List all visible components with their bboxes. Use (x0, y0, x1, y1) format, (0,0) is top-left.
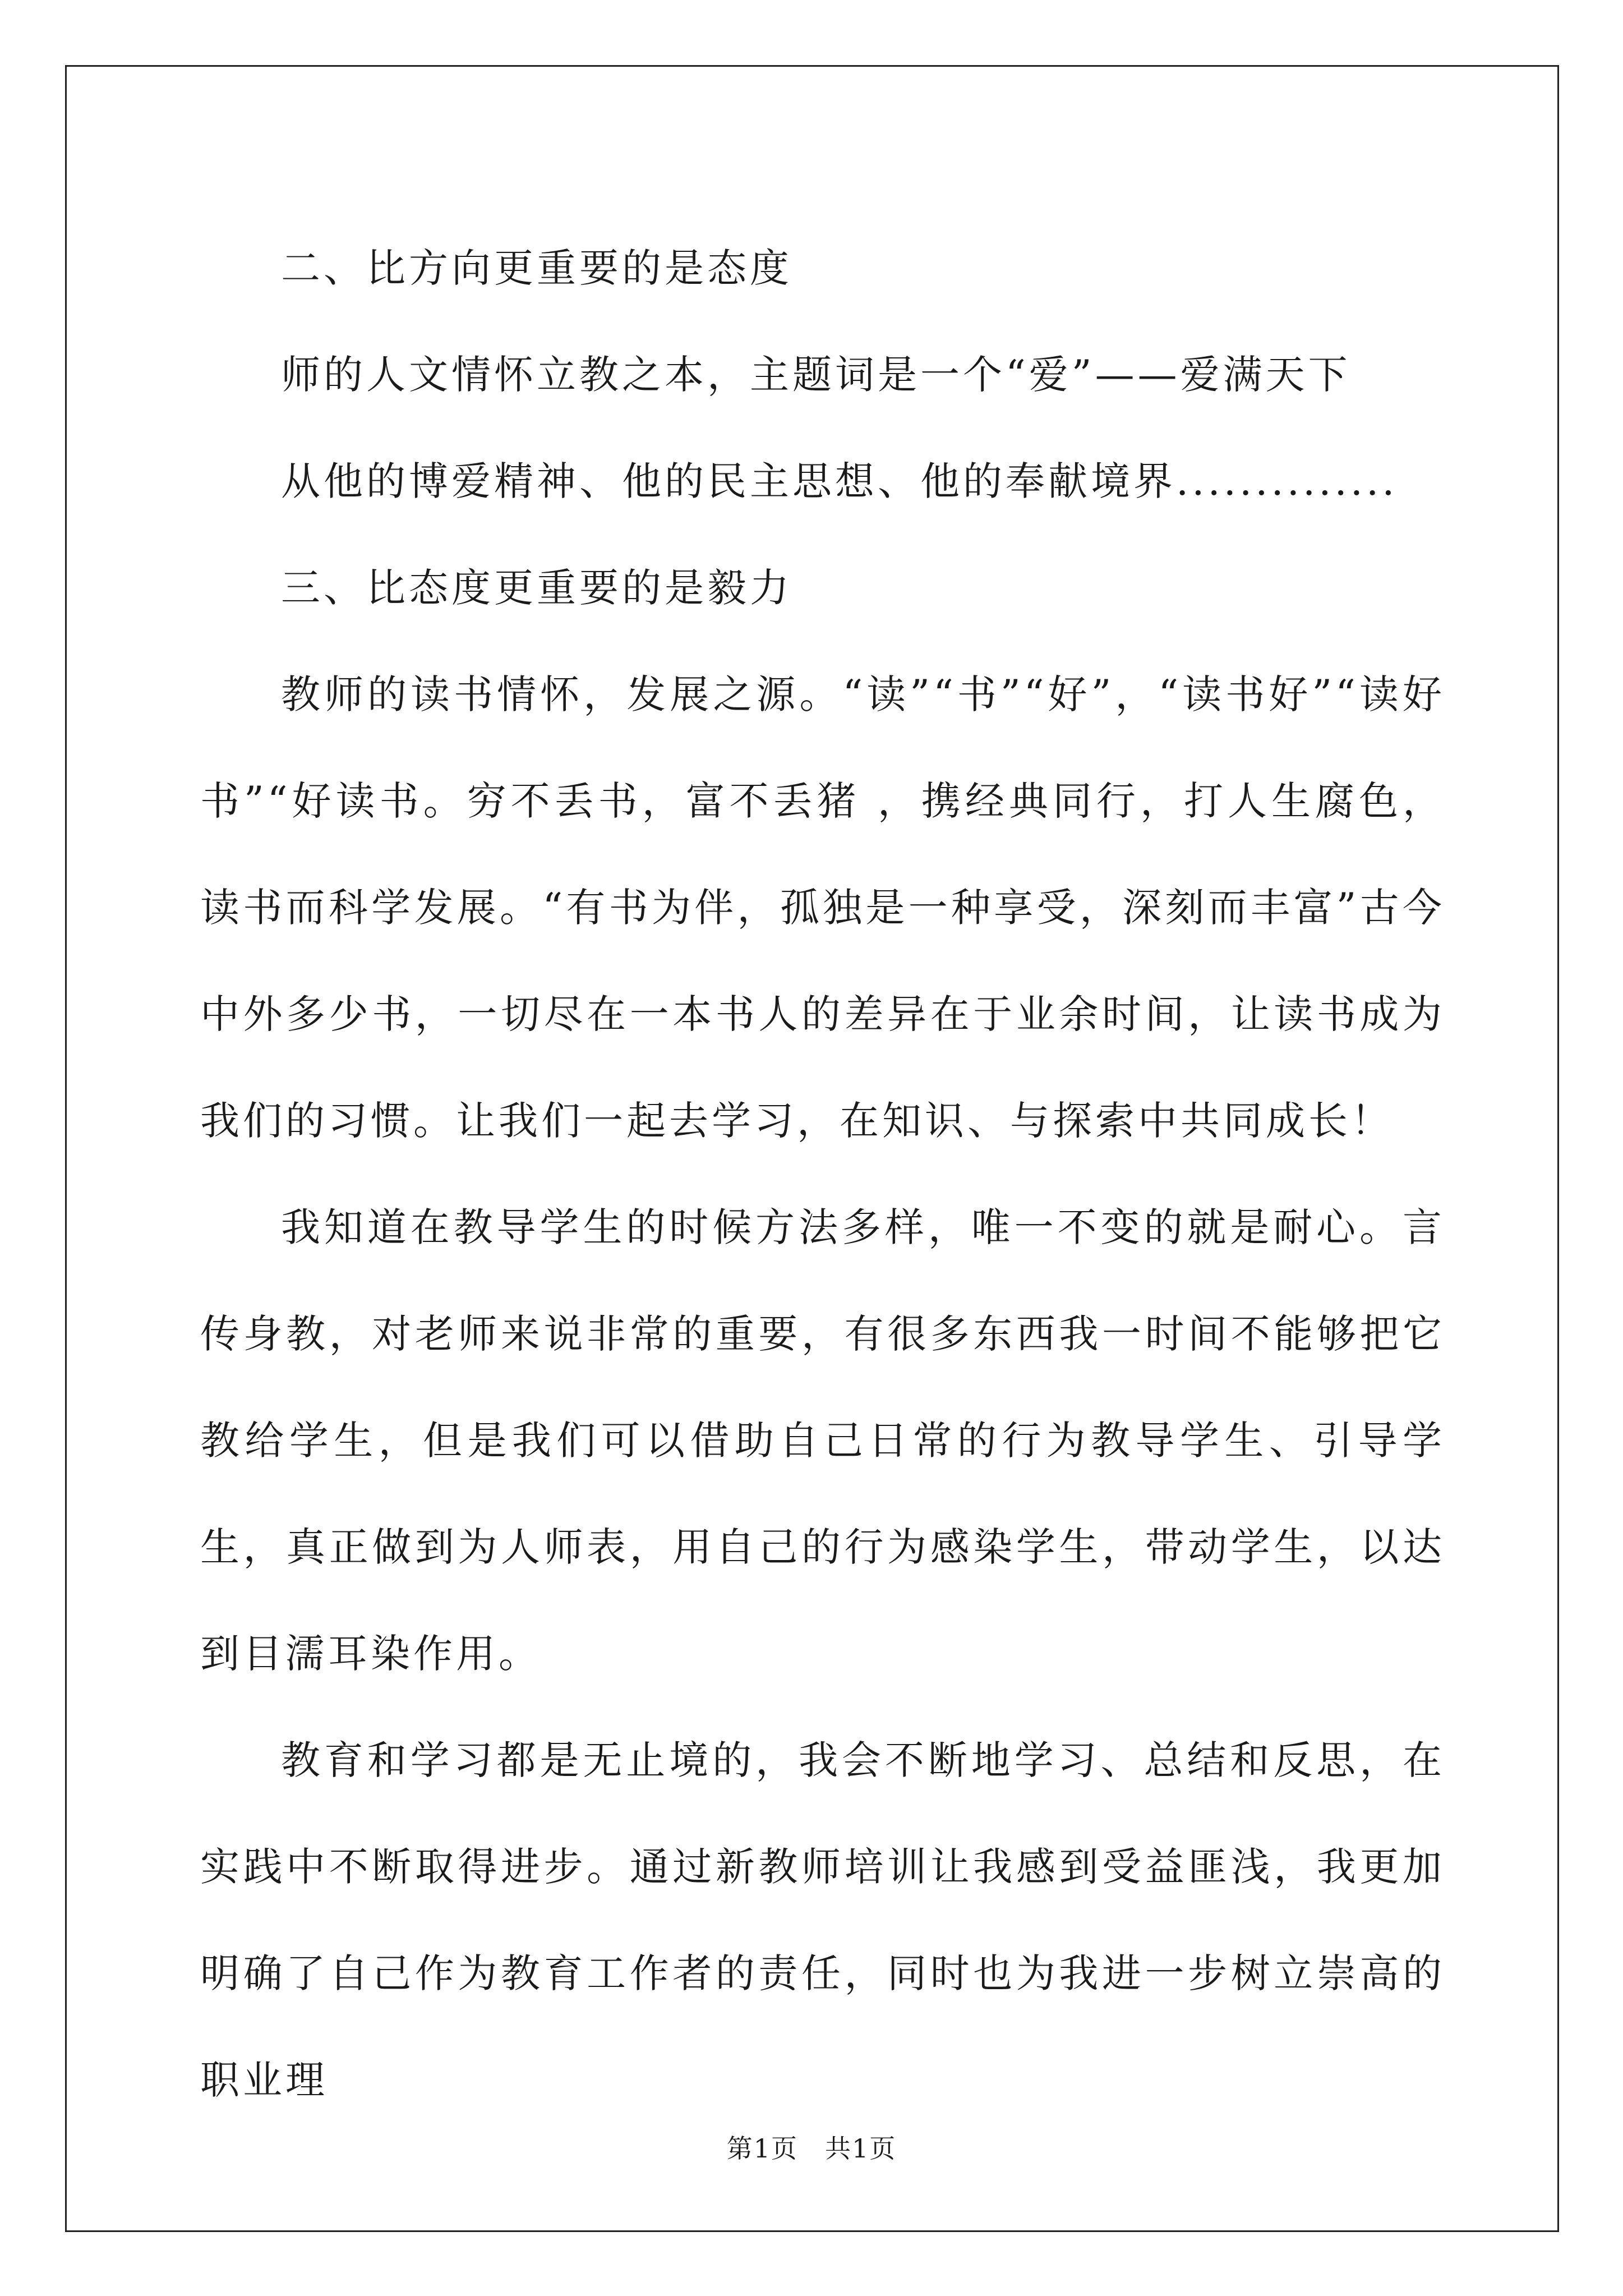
document-body (200, 215, 1445, 2133)
paragraph-reading: 教师的读书情怀，发展之源。“读”“书”“好”，“读书好”“读好书”“好读书。穷不丢书，富不丢猪 ，携经典同行，打人生腐色，读书而科学发展。“有书为伴，孤独是一种享受，深刻而丰富”古今中外多少书，一切尽在一本书人的差异在于业余时间，让读书成为我们的习惯。让我们一起去学习，在知识、与探索中共同成长！ (200, 671, 1445, 1144)
paragraph-patience: 我知道在教导学生的时候方法多样，唯一不变的就是耐心。言传身教，对老师来说非常的重要，有很多东西我一时间不能够把它教给学生，但是我们可以借助自己日常的行为教导学生、引导学生，真正做到为人师表，用自己的行为感染学生，带动学生，以达到目濡耳染作用。 (200, 1204, 1445, 1677)
paragraph: 师的人文情怀立教之本，主题词是一个“爱”——爱满天下 (281, 352, 1351, 398)
paragraph-learning: 教育和学习都是无止境的，我会不断地学习、总结和反思，在实践中不断取得进步。通过新教师培训让我感到受益匪浅，我更加明确了自己作为教育工作者的责任，同时也为我进一步树立崇高的职业理 (200, 1737, 1445, 2103)
heading-paragraph-2: 二、比方向更重要的是态度 (281, 245, 792, 291)
heading-paragraph-3: 三、比态度更重要的是毅力 (281, 565, 792, 611)
paragraph: 从他的博爱精神、他的民主思想、他的奉献境界.............. (281, 458, 1398, 504)
page-footer: 第1页 共1页 (726, 2133, 897, 2164)
